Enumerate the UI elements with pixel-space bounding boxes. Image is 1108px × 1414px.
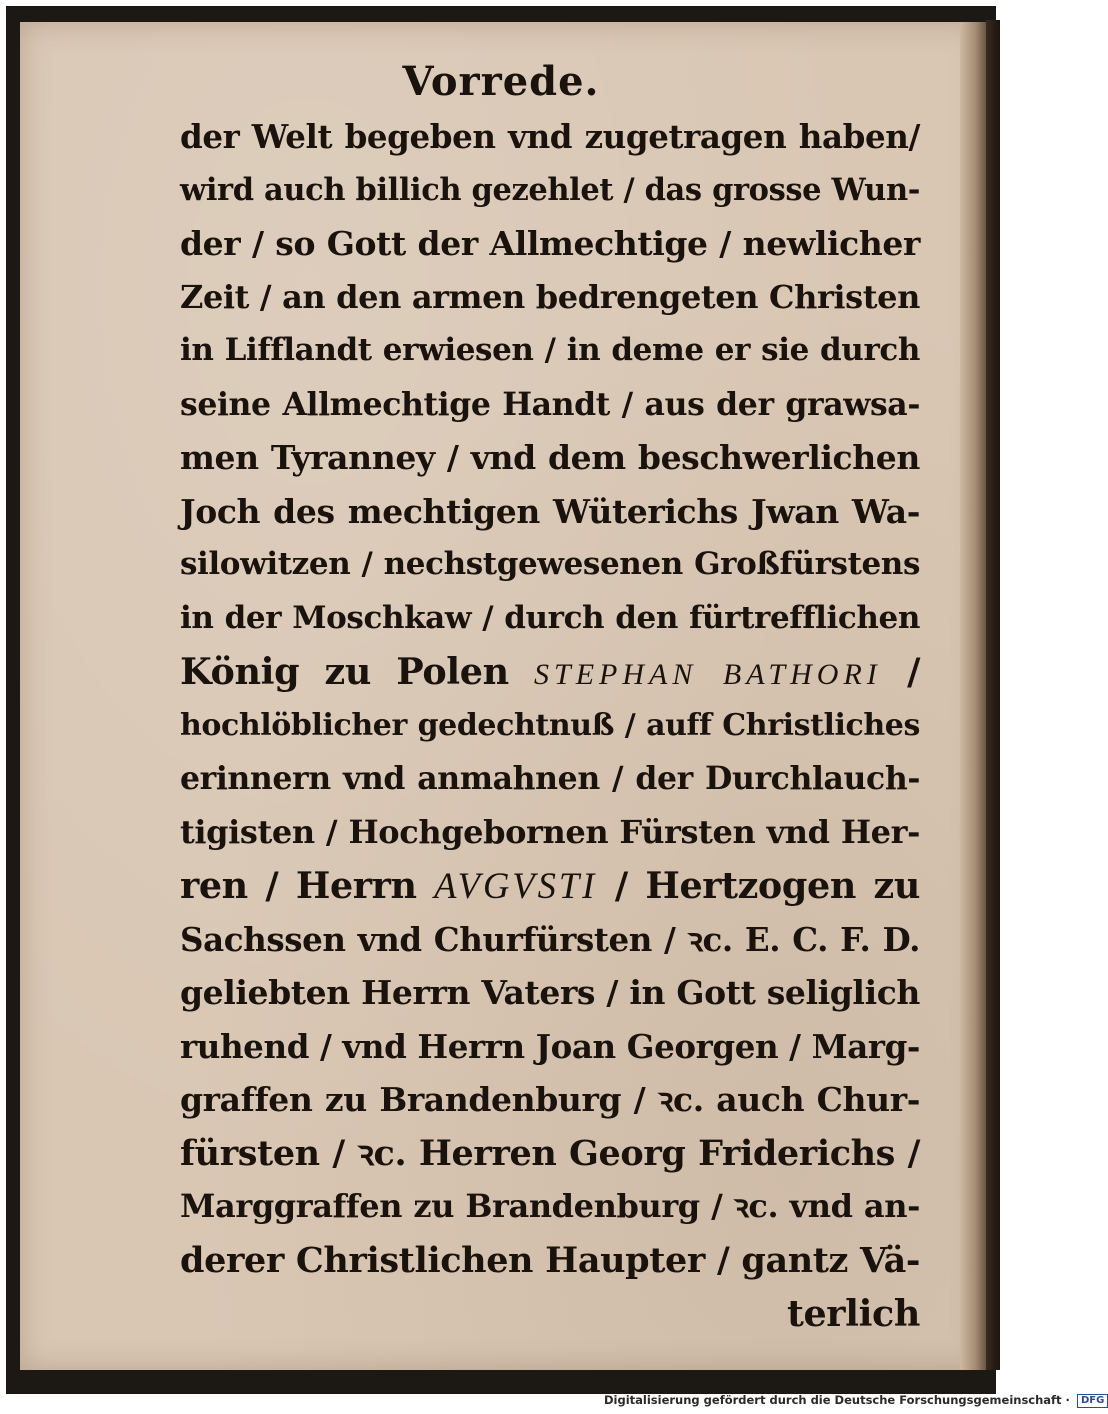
book-page [20, 22, 982, 1370]
page-curl-shadow [960, 22, 986, 1370]
text-line-11 [180, 645, 920, 699]
text-line-21: Marggraffen zu Brandenburg / ꝛc. vnd an- [180, 1187, 920, 1225]
text-line-15 [180, 859, 920, 913]
page-body-text [180, 110, 920, 1341]
text-line-15-post: / Hertzogen zu [597, 864, 920, 907]
text-line-11-pre: König zu Polen [180, 650, 535, 693]
text-line-2: wird auch billich gezehlet / das grosse Wun- [180, 171, 920, 208]
text-line-19: graffen zu Brandenburg / ꝛc. auch Chur- [180, 1080, 920, 1119]
text-line-20: fürsten / ꝛc. Herren Georg Friderichs / [180, 1132, 920, 1174]
latin-name-augusti: AVGVSTI [434, 865, 598, 906]
text-line-9: silowitzen / nechstgewesenen Großfürstens [180, 546, 920, 582]
text-line-7: men Tyranney / vnd dem beschwerlichen [180, 438, 920, 477]
text-line-13: erinnern vnd anmahnen / der Durchlauch- [180, 760, 920, 797]
text-line-18: ruhend / vnd Herrn Joan Georgen / Marg- [180, 1026, 920, 1066]
text-line-16: Sachssen vnd Churfürsten / ꝛc. E. C. F. D. [180, 919, 920, 959]
text-line-22: derer Christlichen Haupter / gantz Vä- [180, 1239, 920, 1281]
text-line-1: der Welt begeben vnd zugetragen haben/ [180, 117, 920, 156]
catchword: terlich [786, 1292, 920, 1335]
latin-name-stephan-bathori: STEPHAN BATHORI [534, 658, 882, 691]
text-line-17: geliebten Herrn Vaters / in Gott seliglich [180, 973, 920, 1012]
text-line-6: seine Allmechtige Handt / aus der grawsa- [180, 385, 920, 423]
credit-text: Digitalisierung gefördert durch die Deutsche Forschungsgemeinschaft · [604, 1393, 1070, 1407]
digitization-credit [604, 1393, 1108, 1408]
text-line-12: hochlöblicher gedechtnuß / auff Christliches [180, 707, 920, 743]
text-line-5: in Lifflandt erwiesen / in deme er sie durch [180, 332, 920, 368]
text-line-4: Zeit / an den armen bedrengeten Christen [180, 277, 920, 316]
text-line-15-pre: ren / Herrn [180, 864, 435, 907]
dfg-logo-icon: DFG [1077, 1394, 1108, 1408]
text-line-10: in der Moschkaw / durch den fürtrefflichen [180, 599, 920, 636]
text-line-11-post: / [881, 650, 921, 693]
text-line-14: tigisten / Hochgebornen Fürsten vnd Her- [180, 812, 920, 851]
text-line-3: der / so Gott der Allmechtige / newlicher [180, 224, 920, 263]
text-line-8: Joch des mechtigen Wüterichs Jwan Wa- [180, 491, 920, 531]
book-edge [986, 20, 1000, 1370]
page-header: Vorrede. [402, 58, 600, 105]
